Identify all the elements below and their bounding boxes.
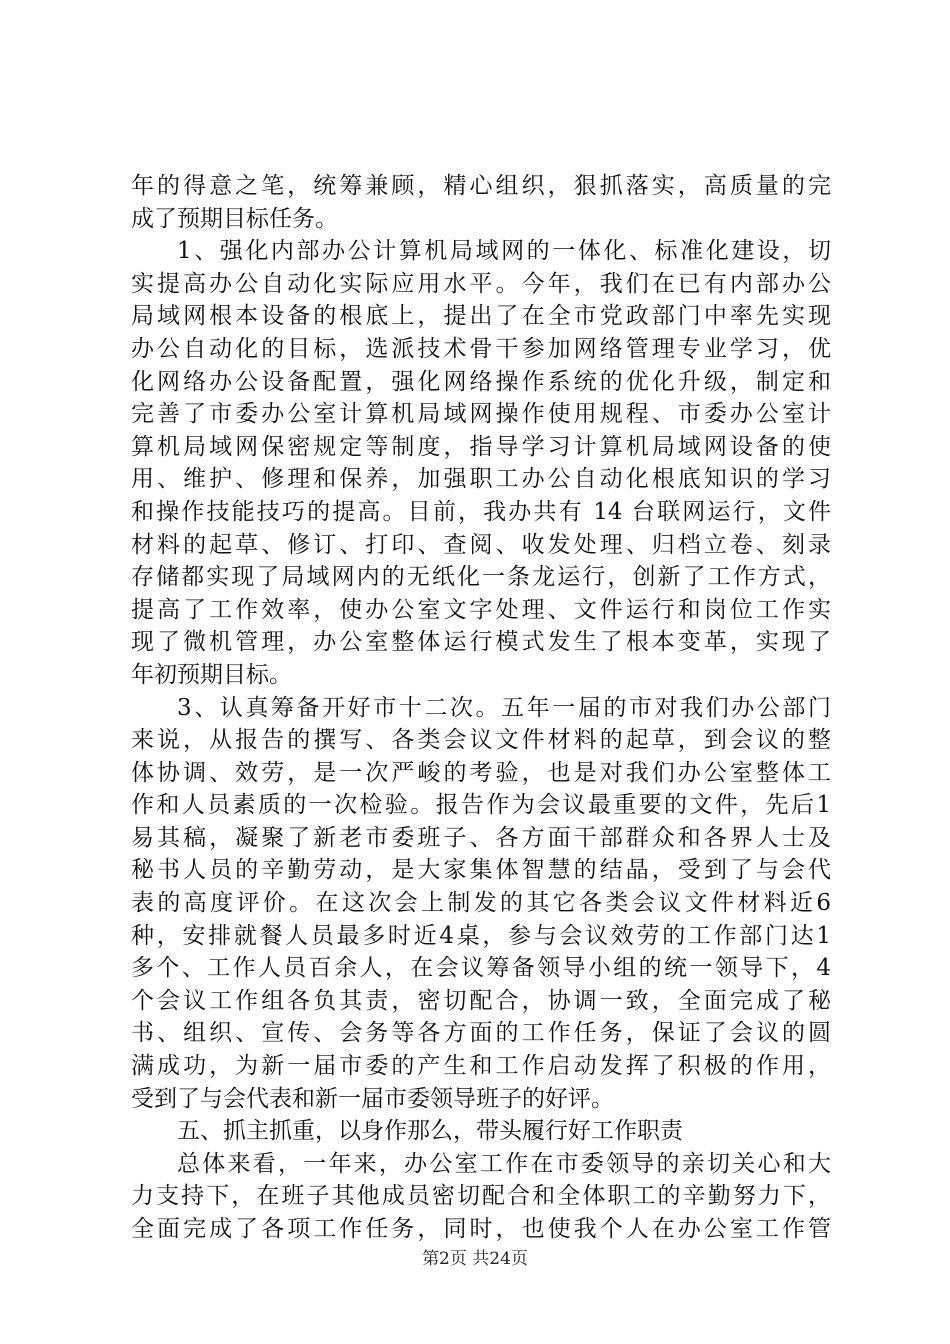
text-line: 作和人员素质的一次检验。报告作为会议最重要的文件，先后1	[131, 792, 831, 819]
text-line: 完善了市委办公室计算机局域网操作使用规程、市委办公室计	[131, 401, 831, 428]
page-footer: 第2页 共24页	[422, 1249, 528, 1269]
text-line: 年的得意之笔，统筹兼顾，精心组织，狠抓落实，高质量的完	[131, 173, 831, 199]
text-line: 实提高办公自动化实际应用水平。今年，我们在已有内部办公	[131, 270, 831, 297]
text-line: 3、认真筹备开好市十二次。五年一届的市对我们办公部门	[177, 694, 831, 721]
text-line: 表的高度评价。在这次会上制发的其它各类会议文件材料近6	[131, 890, 831, 917]
text-line: 力支持下，在班子其他成员密切配合和全体职工的辛勤努力下，	[131, 1183, 831, 1210]
text-line: 1、强化内部办公计算机局域网的一体化、标准化建设，切	[177, 238, 831, 265]
text-line: 现了微机管理，办公室整体运行模式发生了根本变革，实现了	[131, 629, 831, 656]
text-line: 来说，从报告的撰写、各类会议文件材料的起草，到会议的整	[131, 727, 831, 754]
text-line: 和操作技能技巧的提高。目前，我办共有 14 台联网运行，文件	[131, 498, 831, 525]
text-line: 受到了与会代表和新一届市委领导班子的好评。	[131, 1085, 614, 1112]
text-line: 种，安排就餐人员最多时近4桌，参与会议效劳的工作部门达1	[131, 922, 831, 949]
text-line: 存储都实现了局域网内的无纸化一条龙运行，创新了工作方式，	[131, 564, 831, 591]
text-line: 五、抓主抓重，以身作那么，带头履行好工作职责	[177, 1118, 683, 1145]
text-line: 局域网根本设备的根底上，提出了在全市党政部门中率先实现	[131, 303, 831, 330]
text-line: 多个、工作人员百余人，在会议筹备领导小组的统一领导下，4	[131, 955, 831, 982]
text-line: 易其稿，凝聚了新老市委班子、各方面干部群众和各界人士及	[131, 824, 831, 851]
text-line: 体协调、效劳，是一次严峻的考验，也是对我们办公室整体工	[131, 759, 831, 786]
text-line: 书、组织、宣传、会务等各方面的工作任务，保证了会议的圆	[131, 1020, 831, 1047]
text-line: 提高了工作效率，使办公室文字处理、文件运行和岗位工作实	[131, 596, 831, 623]
text-line: 用、维护、修理和保养，加强职工办公自动化根底知识的学习	[131, 466, 831, 493]
text-line: 总体来看，一年来，办公室工作在市委领导的亲切关心和大	[177, 1150, 831, 1177]
text-line: 全面完成了各项工作任务，同时，也使我个人在办公室工作管	[131, 1216, 831, 1242]
text-line: 满成功，为新一届市委的产生和工作启动发挥了积极的作用，	[131, 1053, 831, 1080]
document-body	[131, 170, 831, 1246]
text-line: 秘书人员的辛勤劳动，是大家集体智慧的结晶，受到了与会代	[131, 857, 831, 884]
text-line: 化网络办公设备配置，强化网络操作系统的优化升级，制定和	[131, 368, 831, 395]
text-line: 材料的起草、修订、打印、查阅、收发处理、归档立卷、刻录	[131, 531, 831, 558]
text-line: 算机局域网保密规定等制度，指导学习计算机局域网设备的使	[131, 433, 831, 460]
text-line: 年初预期目标。	[131, 661, 292, 688]
text-line: 个会议工作组各负其责，密切配合，协调一致，全面完成了秘	[131, 987, 831, 1014]
text-line: 办公自动化的目标，选派技术骨干参加网络管理专业学习，优	[131, 335, 831, 362]
text-line: 成了预期目标任务。	[131, 205, 338, 232]
